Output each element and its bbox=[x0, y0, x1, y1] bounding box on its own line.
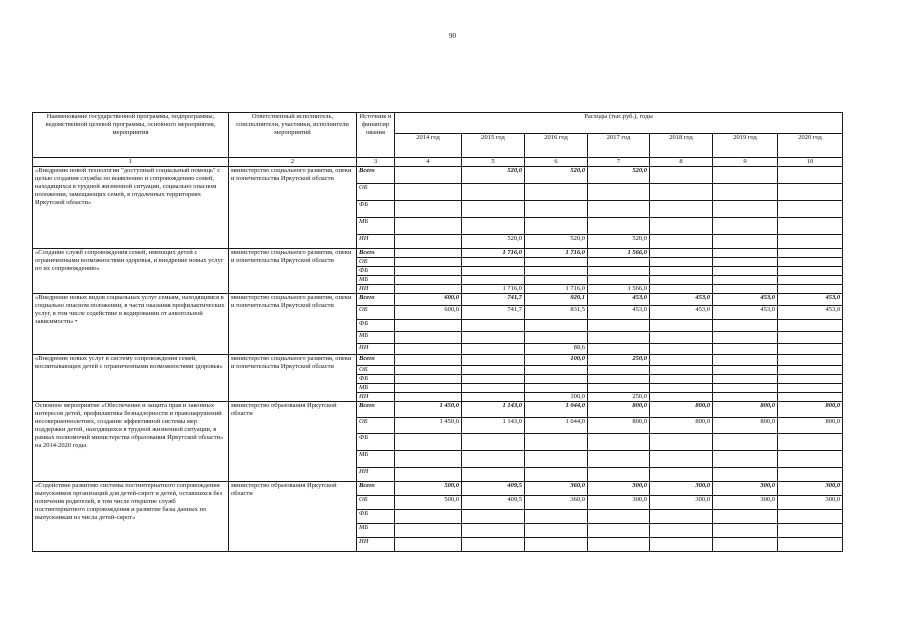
expense-cell bbox=[525, 384, 588, 393]
funding-source: ФБ bbox=[357, 267, 395, 276]
expense-cell bbox=[395, 524, 462, 538]
expense-cell: 831,5 bbox=[525, 306, 588, 320]
expense-cell bbox=[395, 375, 462, 384]
expense-cell bbox=[713, 355, 778, 366]
expense-cell bbox=[650, 510, 713, 524]
expense-cell bbox=[650, 366, 713, 375]
expense-cell: 250,0 bbox=[588, 355, 650, 366]
expense-cell bbox=[778, 320, 843, 332]
column-number: 10 bbox=[778, 158, 843, 167]
expense-cell bbox=[778, 344, 843, 355]
expense-cell bbox=[588, 451, 650, 468]
expense-cell bbox=[462, 332, 525, 344]
expense-cell bbox=[462, 524, 525, 538]
funding-source: ФБ bbox=[357, 434, 395, 451]
expense-cell bbox=[588, 384, 650, 393]
table-row bbox=[33, 355, 843, 366]
expense-cell bbox=[778, 524, 843, 538]
expense-cell bbox=[650, 524, 713, 538]
expense-cell bbox=[713, 167, 778, 184]
expense-cell bbox=[462, 320, 525, 332]
funding-source: Всего bbox=[357, 249, 395, 258]
expense-cell: 453,0 bbox=[588, 306, 650, 320]
expense-cell: 800,0 bbox=[778, 418, 843, 434]
measure-name: Основное мероприятие «Обеспечение и защита прав и законных интересов детей, профилактика безнадзорности и правонарушений несовершеннолетних, создание эффективной системы мер поддержки детей, находящихся в трудной жизненной ситуации, в рамках полномочий министерства образования Иркутской области» на 2014-2020 годы bbox=[33, 402, 229, 482]
expense-cell: 1 716,0 bbox=[525, 285, 588, 294]
expense-cell bbox=[713, 468, 778, 482]
executor-name: министерство социального развития, опеки и попечительства Иркутской области bbox=[229, 167, 357, 249]
expense-cell bbox=[588, 434, 650, 451]
expense-cell bbox=[462, 184, 525, 201]
funding-source: ИИ bbox=[357, 538, 395, 552]
expense-cell bbox=[778, 235, 843, 249]
measure-name: «Создание служб сопровождения семей, имеющих детей с ограниченными возможностями здоровья, и внедрение новых услуг по их сопровождению» bbox=[33, 249, 229, 294]
expense-cell bbox=[778, 366, 843, 375]
expense-cell bbox=[588, 332, 650, 344]
expense-cell bbox=[525, 375, 588, 384]
expense-cell bbox=[650, 355, 713, 366]
expense-cell: 1 566,0 bbox=[588, 249, 650, 258]
funding-source: МБ bbox=[357, 524, 395, 538]
expense-cell bbox=[395, 320, 462, 332]
expense-cell: 100,0 bbox=[525, 393, 588, 402]
expense-cell: 800,0 bbox=[650, 402, 713, 418]
expense-cell bbox=[650, 344, 713, 355]
funding-source: Всего bbox=[357, 167, 395, 184]
funding-source: ОБ bbox=[357, 306, 395, 320]
header-year-2020: 2020 год bbox=[778, 134, 843, 158]
executor-name: министерство социального развития, опеки и попечительства Иркутской области bbox=[229, 249, 357, 294]
expense-cell bbox=[650, 384, 713, 393]
column-number: 1 bbox=[33, 158, 229, 167]
expense-cell bbox=[525, 267, 588, 276]
expense-cell bbox=[650, 332, 713, 344]
funding-source: ОБ bbox=[357, 184, 395, 201]
header-row-1 bbox=[33, 113, 843, 134]
expense-cell: 741,7 bbox=[462, 306, 525, 320]
expense-cell: 453,0 bbox=[713, 306, 778, 320]
expense-cell bbox=[588, 375, 650, 384]
expense-cell bbox=[713, 249, 778, 258]
funding-source: ОБ bbox=[357, 366, 395, 375]
expense-cell bbox=[778, 510, 843, 524]
expense-cell bbox=[778, 258, 843, 267]
header-name: Наименование государственной программы, подпрограммы, ведомственной целевой программы, основного мероприятия, мероприятия bbox=[33, 113, 229, 158]
expense-cell bbox=[395, 218, 462, 235]
funding-source: ФБ bbox=[357, 320, 395, 332]
expense-cell bbox=[778, 276, 843, 285]
measure-name: «Внедрение новых услуг в систему сопровождения семей, воспитывающих детей с ограниченными возможностями здоровья» bbox=[33, 355, 229, 402]
expense-cell: 741,7 bbox=[462, 294, 525, 306]
expense-cell: 300,0 bbox=[778, 482, 843, 496]
expense-cell bbox=[650, 258, 713, 267]
expense-cell bbox=[395, 434, 462, 451]
expense-cell bbox=[778, 538, 843, 552]
expense-cell bbox=[650, 320, 713, 332]
expense-cell: 300,0 bbox=[588, 496, 650, 510]
expense-cell bbox=[713, 276, 778, 285]
expense-cell: 453,0 bbox=[650, 306, 713, 320]
expense-cell bbox=[462, 451, 525, 468]
expense-cell bbox=[525, 538, 588, 552]
expense-cell bbox=[650, 218, 713, 235]
expense-cell bbox=[588, 201, 650, 218]
expense-cell bbox=[713, 384, 778, 393]
expense-cell bbox=[650, 375, 713, 384]
expense-cell bbox=[778, 393, 843, 402]
expense-cell: 520,0 bbox=[525, 235, 588, 249]
executor-name: министерство социального развития, опеки и попечительства Иркутской области bbox=[229, 355, 357, 402]
expense-cell bbox=[395, 384, 462, 393]
expense-cell: 920,1 bbox=[525, 294, 588, 306]
expense-cell: 600,0 bbox=[395, 306, 462, 320]
expense-cell bbox=[525, 468, 588, 482]
table-row bbox=[33, 294, 843, 306]
expense-cell bbox=[713, 510, 778, 524]
header-year-2016: 2016 год bbox=[525, 134, 588, 158]
table-row bbox=[33, 482, 843, 496]
expense-cell bbox=[588, 218, 650, 235]
expense-cell bbox=[650, 276, 713, 285]
expense-cell bbox=[462, 201, 525, 218]
expense-cell bbox=[778, 384, 843, 393]
column-number: 8 bbox=[650, 158, 713, 167]
expense-cell bbox=[713, 258, 778, 267]
expense-cell bbox=[525, 218, 588, 235]
column-number: 5 bbox=[462, 158, 525, 167]
expense-cell bbox=[650, 538, 713, 552]
header-year-2017: 2017 год bbox=[588, 134, 650, 158]
page-number: 90 bbox=[449, 32, 456, 40]
expense-cell bbox=[650, 184, 713, 201]
funding-source: ИИ bbox=[357, 393, 395, 402]
expense-cell bbox=[525, 320, 588, 332]
expense-cell: 360,0 bbox=[525, 496, 588, 510]
expense-cell: 800,0 bbox=[713, 402, 778, 418]
expense-cell bbox=[713, 393, 778, 402]
funding-source: ИИ bbox=[357, 235, 395, 249]
measure-name: «Содействие развитию системы постинтернатного сопровождения выпускников организаций для детей-сирот и детей, оставшихся без попечения родителей, в том числе открытие служб постинтернатного сопровождения и развитие базы данных по выпускникам из числа детей-сирот» bbox=[33, 482, 229, 552]
expense-cell bbox=[778, 434, 843, 451]
expense-cell bbox=[462, 375, 525, 384]
expense-cell bbox=[588, 184, 650, 201]
expense-cell bbox=[778, 184, 843, 201]
expense-cell bbox=[462, 468, 525, 482]
expense-cell bbox=[395, 276, 462, 285]
expense-cell: 88,6 bbox=[525, 344, 588, 355]
expense-cell bbox=[778, 375, 843, 384]
expense-cell bbox=[778, 468, 843, 482]
expense-cell: 300,0 bbox=[588, 482, 650, 496]
column-number: 2 bbox=[229, 158, 357, 167]
expense-cell bbox=[650, 235, 713, 249]
expense-cell: 453,0 bbox=[778, 306, 843, 320]
expense-cell bbox=[713, 320, 778, 332]
expense-cell bbox=[462, 434, 525, 451]
expense-cell: 520,0 bbox=[462, 235, 525, 249]
column-number: 7 bbox=[588, 158, 650, 167]
expense-cell: 453,0 bbox=[713, 294, 778, 306]
expense-cell bbox=[462, 218, 525, 235]
expense-cell bbox=[395, 344, 462, 355]
expense-cell bbox=[395, 184, 462, 201]
funding-source: МБ bbox=[357, 218, 395, 235]
expense-cell bbox=[525, 332, 588, 344]
expense-cell: 1 143,0 bbox=[462, 402, 525, 418]
expense-cell bbox=[395, 201, 462, 218]
expense-cell bbox=[650, 285, 713, 294]
funding-source: ОБ bbox=[357, 496, 395, 510]
funding-source: МБ bbox=[357, 276, 395, 285]
expense-cell bbox=[395, 285, 462, 294]
expense-cell bbox=[650, 434, 713, 451]
header-year-2019: 2019 год bbox=[713, 134, 778, 158]
expense-cell: 520,0 bbox=[462, 167, 525, 184]
expense-cell: 300,0 bbox=[713, 496, 778, 510]
executor-name: министерство образования Иркутской области bbox=[229, 482, 357, 552]
expense-cell: 300,0 bbox=[650, 496, 713, 510]
funding-source: ИИ bbox=[357, 285, 395, 294]
expense-cell bbox=[713, 285, 778, 294]
expense-cell bbox=[650, 267, 713, 276]
table-row bbox=[33, 249, 843, 258]
column-number: 6 bbox=[525, 158, 588, 167]
table-row bbox=[33, 402, 843, 418]
expense-cell bbox=[778, 167, 843, 184]
funding-source: Всего bbox=[357, 355, 395, 366]
expense-cell bbox=[462, 510, 525, 524]
expense-cell bbox=[395, 393, 462, 402]
expense-cell: 800,0 bbox=[588, 402, 650, 418]
expense-cell bbox=[778, 249, 843, 258]
expense-cell bbox=[588, 320, 650, 332]
expense-cell bbox=[395, 235, 462, 249]
funding-source: МБ bbox=[357, 384, 395, 393]
expense-cell: 800,0 bbox=[778, 402, 843, 418]
expense-cell bbox=[713, 366, 778, 375]
expense-cell bbox=[713, 538, 778, 552]
expense-cell bbox=[462, 366, 525, 375]
expense-cell bbox=[462, 393, 525, 402]
funding-source: МБ bbox=[357, 451, 395, 468]
expense-cell bbox=[525, 276, 588, 285]
expense-cell: 600,0 bbox=[395, 294, 462, 306]
expense-cell bbox=[395, 538, 462, 552]
expense-cell bbox=[778, 285, 843, 294]
executor-name: министерство образования Иркутской области bbox=[229, 402, 357, 482]
expense-cell bbox=[778, 201, 843, 218]
expense-cell bbox=[525, 366, 588, 375]
expense-cell: 500,0 bbox=[395, 482, 462, 496]
expense-cell bbox=[395, 332, 462, 344]
expense-cell: 1 143,0 bbox=[462, 418, 525, 434]
expense-cell: 453,0 bbox=[650, 294, 713, 306]
expense-cell bbox=[713, 235, 778, 249]
expense-cell bbox=[395, 366, 462, 375]
expense-cell bbox=[395, 355, 462, 366]
expense-cell bbox=[395, 167, 462, 184]
expense-cell bbox=[462, 538, 525, 552]
expense-cell bbox=[525, 201, 588, 218]
column-number-row bbox=[33, 158, 843, 167]
header-source: Источник и финансир ования bbox=[357, 113, 395, 158]
executor-name: министерство социального развития, опеки и попечительства Иркутской области bbox=[229, 294, 357, 355]
expense-cell: 1 716,0 bbox=[462, 285, 525, 294]
expense-cell: 1 450,0 bbox=[395, 402, 462, 418]
expense-cell bbox=[525, 451, 588, 468]
expense-cell: 1 450,0 bbox=[395, 418, 462, 434]
column-number: 3 bbox=[357, 158, 395, 167]
expense-cell bbox=[778, 218, 843, 235]
expense-cell bbox=[588, 538, 650, 552]
header-year-2014: 2014 год bbox=[395, 134, 462, 158]
expense-cell bbox=[525, 184, 588, 201]
expense-cell: 520,0 bbox=[525, 167, 588, 184]
table-row bbox=[33, 167, 843, 184]
expense-cell bbox=[395, 468, 462, 482]
header-executor: Ответственный исполнитель, соисполнители, участники, исполнители мероприятий bbox=[229, 113, 357, 158]
expense-cell bbox=[713, 184, 778, 201]
expense-cell bbox=[525, 434, 588, 451]
expense-cell bbox=[395, 249, 462, 258]
expense-cell bbox=[525, 524, 588, 538]
expense-cell: 100,0 bbox=[525, 355, 588, 366]
expense-cell: 800,0 bbox=[588, 418, 650, 434]
expense-cell bbox=[462, 267, 525, 276]
measure-name: «Внедрение новой технологии "доступный социальный помощь" с целью создания службы по выявлению и сопровождению семей, находящихся в трудной жизненной ситуации, социально опасном положении, замещающих семей, в отдаленных территориях Иркутской области» bbox=[33, 167, 229, 249]
expense-cell: 409,5 bbox=[462, 482, 525, 496]
expense-cell bbox=[778, 332, 843, 344]
expense-cell bbox=[525, 510, 588, 524]
expense-cell bbox=[588, 258, 650, 267]
expense-cell: 800,0 bbox=[713, 418, 778, 434]
expense-cell: 520,0 bbox=[588, 167, 650, 184]
expense-cell bbox=[713, 344, 778, 355]
expense-cell bbox=[462, 276, 525, 285]
header-year-2015: 2015 год bbox=[462, 134, 525, 158]
expense-cell bbox=[650, 167, 713, 184]
expense-cell: 300,0 bbox=[778, 496, 843, 510]
expense-cell: 300,0 bbox=[650, 482, 713, 496]
header-expenses: Расходы (тыс.руб.), годы bbox=[395, 113, 843, 134]
funding-source: МБ bbox=[357, 332, 395, 344]
funding-source: ФБ bbox=[357, 510, 395, 524]
expense-cell bbox=[713, 201, 778, 218]
expense-cell bbox=[462, 384, 525, 393]
header-year-2018: 2018 год bbox=[650, 134, 713, 158]
expense-cell bbox=[713, 218, 778, 235]
expense-cell bbox=[713, 332, 778, 344]
expense-cell: 250,0 bbox=[588, 393, 650, 402]
expense-cell: 360,0 bbox=[525, 482, 588, 496]
expense-cell bbox=[588, 344, 650, 355]
expense-cell: 300,0 bbox=[713, 482, 778, 496]
expense-cell: 409,5 bbox=[462, 496, 525, 510]
expense-cell bbox=[713, 267, 778, 276]
expense-cell bbox=[778, 451, 843, 468]
expense-cell bbox=[588, 510, 650, 524]
expense-cell bbox=[588, 276, 650, 285]
expense-cell: 1 716,0 bbox=[525, 249, 588, 258]
expense-cell bbox=[713, 451, 778, 468]
funding-source: ОБ bbox=[357, 258, 395, 267]
expense-cell bbox=[588, 366, 650, 375]
expense-cell bbox=[650, 201, 713, 218]
expense-cell bbox=[588, 267, 650, 276]
column-number: 4 bbox=[395, 158, 462, 167]
expense-cell bbox=[462, 355, 525, 366]
funding-source: Всего bbox=[357, 402, 395, 418]
expense-cell bbox=[395, 510, 462, 524]
expense-cell: 520,0 bbox=[588, 235, 650, 249]
expense-cell: 1 566,0 bbox=[588, 285, 650, 294]
column-number: 9 bbox=[713, 158, 778, 167]
expense-cell: 453,0 bbox=[588, 294, 650, 306]
expense-cell bbox=[395, 258, 462, 267]
expense-cell bbox=[713, 434, 778, 451]
expenses-table bbox=[32, 112, 843, 552]
expense-cell bbox=[650, 249, 713, 258]
funding-source: Всего bbox=[357, 482, 395, 496]
expense-cell bbox=[650, 451, 713, 468]
funding-source: ИИ bbox=[357, 468, 395, 482]
expense-cell bbox=[650, 393, 713, 402]
measure-name: «Внедрение новых видов социальных услуг семьям, находящимся в социально опасном положении, в части оказания профилактических услуг, в том числе содействие в кодировании от алкогольной зависимости» • bbox=[33, 294, 229, 355]
expense-cell bbox=[778, 267, 843, 276]
expense-cell bbox=[462, 344, 525, 355]
expense-cell: 1 044,0 bbox=[525, 418, 588, 434]
funding-source: ФБ bbox=[357, 375, 395, 384]
expense-cell bbox=[525, 258, 588, 267]
expense-cell bbox=[713, 524, 778, 538]
expense-cell bbox=[650, 468, 713, 482]
funding-source: Всего bbox=[357, 294, 395, 306]
expense-cell: 500,0 bbox=[395, 496, 462, 510]
funding-source: ОБ bbox=[357, 418, 395, 434]
expense-cell bbox=[395, 267, 462, 276]
expense-cell bbox=[588, 468, 650, 482]
expense-cell: 1 716,0 bbox=[462, 249, 525, 258]
expense-cell: 453,0 bbox=[778, 294, 843, 306]
expense-cell: 1 044,0 bbox=[525, 402, 588, 418]
expense-cell: 800,0 bbox=[650, 418, 713, 434]
expense-cell bbox=[778, 355, 843, 366]
expense-cell bbox=[395, 451, 462, 468]
funding-source: ИИ bbox=[357, 344, 395, 355]
expense-cell bbox=[588, 524, 650, 538]
funding-source: ФБ bbox=[357, 201, 395, 218]
expense-cell bbox=[462, 258, 525, 267]
expense-cell bbox=[713, 375, 778, 384]
